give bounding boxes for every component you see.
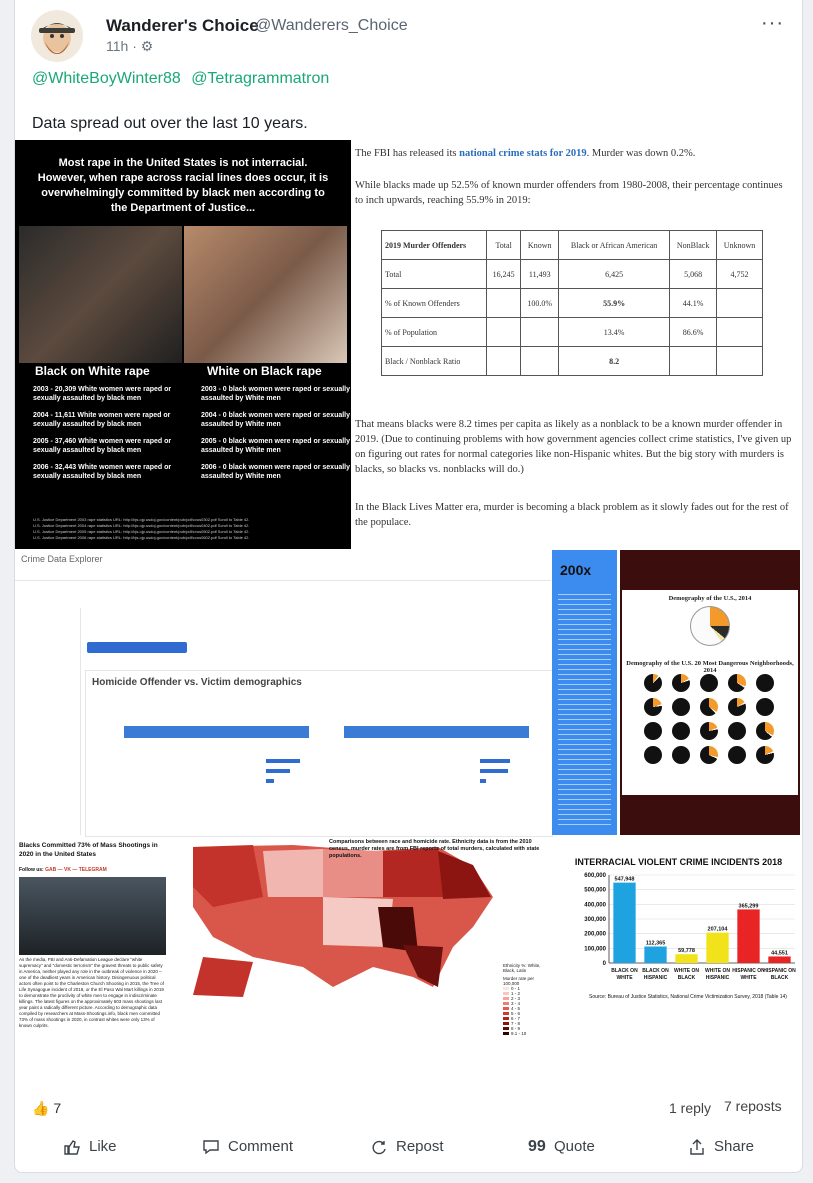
legend-swatch	[503, 987, 509, 990]
neighborhood-pie	[644, 674, 662, 692]
legend-swatch	[503, 1012, 509, 1015]
p1-left-title: Black on White rape	[35, 364, 150, 378]
chart-title: INTERRACIAL VIOLENT CRIME INCIDENTS 2018	[574, 857, 783, 867]
x-tick-label: BLACK	[770, 975, 789, 981]
repost-count[interactable]: 7 reposts	[724, 1098, 782, 1114]
legend-label: 2 - 3	[511, 996, 521, 1001]
p1-left-item: 2004 - 11,611 White women were raped or sexually assaulted by black men	[33, 412, 171, 428]
p1-photo-right	[184, 226, 347, 363]
table-cell	[717, 318, 763, 347]
table-cell: Black or African American	[559, 231, 670, 260]
table-cell: % of Population	[382, 318, 487, 347]
y-tick-label: 0	[602, 961, 606, 967]
p7-legend-items	[503, 986, 548, 1036]
post-header	[31, 6, 786, 60]
p2-stats-link: national crime stats for 2019	[459, 148, 587, 159]
table-cell: 6,425	[559, 260, 670, 289]
author-name[interactable]: Wanderer's Choice	[106, 16, 259, 35]
p2-offenders-table	[381, 230, 763, 376]
legend-label: 3 - 4	[511, 1001, 521, 1006]
p1-footer-line: U.S. Justice Department 2004 rape statistics URL: http://bjs.ojp.usdoj.gov/content/pub/pdf/cvus0402.pdf Scroll to Table 42.	[33, 523, 250, 528]
legend-label: 6 - 7	[511, 1016, 521, 1021]
like-count[interactable]	[32, 1100, 61, 1117]
data-label: 59,778	[678, 948, 695, 955]
p6-follow-label: Follow us:	[19, 867, 46, 873]
visibility-globe-icon: ⚙	[140, 38, 154, 54]
p1-photo-left	[19, 226, 182, 363]
data-label: 365,299	[738, 903, 759, 910]
demography-pies-image[interactable]	[620, 550, 800, 835]
p3-title: Crime Data Explorer	[21, 554, 103, 564]
table-row	[382, 260, 763, 289]
table-cell	[486, 347, 520, 376]
x-tick-label: WHITE	[740, 975, 757, 981]
table-row	[382, 289, 763, 318]
p6-follow-links: GAB — VK — TELEGRAM	[45, 867, 107, 873]
x-tick-label: HISPANIC	[643, 975, 668, 981]
legend-swatch	[503, 997, 509, 1000]
p3-bar	[480, 769, 508, 773]
post-meta	[106, 38, 153, 55]
legend-swatch	[503, 1002, 509, 1005]
neighborhood-pie	[672, 674, 690, 692]
data-label: 207,104	[707, 926, 728, 933]
p1-right-title: White on Black rape	[207, 364, 322, 378]
post-time[interactable]: 11h ·	[106, 38, 137, 54]
p2-paragraph-4: In the Black Lives Matter era, murder is becoming a black problem as it slowly fades out for the rest of the populace.	[355, 502, 789, 528]
rape-statistics-image[interactable]	[15, 140, 351, 549]
mention-link-1[interactable]: @WhiteBoyWinter88	[32, 70, 181, 87]
more-options-button[interactable]: ···	[761, 12, 784, 34]
y-tick-label: 600,000	[584, 873, 606, 879]
x-tick-label: WHITE	[616, 975, 633, 981]
table-cell: Unknown	[717, 231, 763, 260]
quote-button[interactable]	[528, 1138, 595, 1155]
thumbs-up-emoji-icon: 👍	[32, 1100, 50, 1116]
neighborhood-pie	[700, 722, 718, 740]
x-tick-label: BLACK	[677, 975, 696, 981]
p3-sidebar	[15, 608, 81, 835]
data-label: 44,551	[771, 950, 788, 957]
table-cell: Known	[521, 231, 559, 260]
bar	[737, 909, 759, 963]
x-tick-label: HISPANIC ON	[763, 968, 796, 974]
bar	[768, 956, 790, 963]
table-cell	[486, 318, 520, 347]
comment-label: Comment	[228, 1138, 294, 1155]
bar	[706, 933, 728, 963]
media-grid[interactable]	[15, 140, 802, 1036]
x-tick-label: HISPANIC ON	[732, 968, 765, 974]
p7-legend-title: Murder rate per 100,000	[503, 976, 535, 986]
p5-inner	[622, 590, 798, 795]
p2-paragraph-2: While blacks made up 52.5% of known murder offenders from 1980-2008, their percentage continues to inch upwards, reaching 55.9% in 2019:	[355, 180, 783, 206]
chart-svg	[555, 837, 802, 1004]
p2-paragraph-1	[355, 146, 792, 161]
p5-title-1: Demography of the U.S., 2014	[668, 595, 752, 602]
table-cell: 11,493	[521, 260, 559, 289]
neighborhood-pie	[672, 746, 690, 764]
p5-title-2: Demography of the U.S. 20 Most Dangerous Neighborhoods, 2014	[626, 660, 794, 674]
table-cell	[486, 289, 520, 318]
avatar-illustration	[31, 10, 83, 62]
p6-photo	[19, 877, 166, 955]
share-label: Share	[714, 1138, 755, 1155]
legend-label: 0 - 1	[511, 986, 521, 991]
mass-shootings-image[interactable]	[15, 837, 170, 1028]
legend-swatch	[503, 1007, 509, 1010]
p3-topbar	[15, 550, 551, 581]
p3-section	[85, 670, 553, 837]
mentions	[32, 70, 335, 88]
y-tick-label: 400,000	[584, 902, 606, 909]
neighborhood-pie	[700, 746, 718, 764]
neighborhood-pie	[700, 698, 718, 716]
p3-bar	[480, 759, 510, 763]
interracial-crime-chart-image[interactable]	[555, 837, 802, 1004]
p1-footer	[33, 517, 341, 541]
us-map	[173, 837, 503, 1004]
reply-count[interactable]: 1 reply	[669, 1100, 712, 1116]
table-cell: Total	[382, 260, 487, 289]
post-card	[14, 0, 803, 1173]
p1-left-list	[33, 385, 188, 489]
x-tick-label: WHITE ON	[705, 968, 730, 974]
x-tick-label: HISPANIC	[705, 975, 730, 981]
neighborhood-pie	[728, 722, 746, 740]
p5-us-pie	[690, 606, 730, 646]
p4-text-lines	[558, 590, 611, 829]
legend-swatch	[503, 1032, 509, 1035]
legend-label: 5 - 6	[511, 1011, 521, 1016]
y-tick-label: 200,000	[584, 931, 606, 938]
table-cell	[717, 347, 763, 376]
table-cell: 16,245	[486, 260, 520, 289]
p6-body: As the media, FBI and Anti-Defamation League declare "white supremacy" and "domestic terrorism" the gravest threats to public safety in America, neither played any role in the outbreak of violence in 2020 – one of the deadliest years in American history. Disingenuous political actors often point to the Charleston Church Shooting in 2015, the Tree of Life Synagogue incident of 2018, or the El Paso Wal Mart killings in 2019 to demonstrate the proclivity of white men to engage in indiscriminate killings. The latest figures on the approximately 603 mass shootings last year paint a radically different picture. According to demographic data compiled by researchers at Mass-Shootings.info, black men committed 73% of mass shootings in 2020, in contrast whites were only 13% of known culprits.	[19, 957, 164, 1028]
p3-bar	[266, 779, 274, 783]
p3-bar	[266, 769, 290, 773]
chart-source: Source: Bureau of Justice Statistics, National Crime Victimization Survey, 2018 (Table 14)	[589, 994, 787, 1000]
comment-button[interactable]	[202, 1138, 293, 1155]
table-cell: 2019 Murder Offenders	[382, 231, 487, 260]
x-tick-label: BLACK ON	[642, 968, 669, 974]
p1-headline: Most rape in the United States is not interracial. However, when rape across racial lines does occur, it is overwhelmingly committed by black men according to the Department of Justice...	[37, 157, 329, 214]
p1-right-item: 2006 - 0 black women were raped or sexually assaulted by White men	[201, 464, 351, 480]
neighborhood-pie	[756, 722, 774, 740]
table-cell: 13.4%	[559, 318, 670, 347]
p1-right-list	[201, 385, 356, 489]
neighborhood-pie	[644, 722, 662, 740]
y-tick-label: 500,000	[584, 887, 606, 894]
y-tick-label: 100,000	[584, 946, 606, 953]
legend-label: 7 - 8	[511, 1021, 521, 1026]
quote-icon: 99	[528, 1137, 546, 1155]
table-cell	[717, 289, 763, 318]
neighborhood-pie	[672, 722, 690, 740]
legend-swatch	[503, 1017, 509, 1020]
table-cell: 4,752	[717, 260, 763, 289]
repost-icon	[370, 1139, 388, 1155]
avatar[interactable]	[31, 10, 83, 62]
p6-headline: Blacks Committed 73% of Mass Shootings in 2020 in the United States	[19, 842, 158, 858]
legend-swatch	[503, 992, 509, 995]
table-cell	[521, 347, 559, 376]
table-row	[382, 318, 763, 347]
neighborhood-pie	[756, 698, 774, 716]
x-tick-label: WHITE ON	[674, 968, 699, 974]
table-cell: 44.1%	[670, 289, 717, 318]
table-row	[382, 231, 763, 260]
p3-bar	[266, 759, 300, 763]
like-button[interactable]	[63, 1138, 117, 1155]
p1-footer-line: U.S. Justice Department 2006 rape statistics URL: http://bjs.ojp.usdoj.gov/content/pub/pdf/cvus0602.pdf Scroll to Table 42.	[33, 535, 250, 540]
legend-label: 8 - 9	[511, 1026, 521, 1031]
p1-footer-line: U.S. Justice Department 2005 rape statistics URL: http://bjs.ojp.usdoj.gov/content/pub/pdf/cvus0502.pdf Scroll to Table 42.	[33, 529, 250, 534]
p6-follow	[19, 867, 107, 873]
table-cell: 86.6%	[670, 318, 717, 347]
table-cell	[521, 318, 559, 347]
p1-right-item: 2004 - 0 black women were raped or sexually assaulted by White men	[201, 412, 351, 428]
thumbs-up-icon	[63, 1139, 81, 1155]
like-label: Like	[89, 1138, 117, 1155]
table-cell: NonBlack	[670, 231, 717, 260]
table-cell	[670, 347, 717, 376]
neighborhood-pie	[756, 674, 774, 692]
table-cell: % of Known Offenders	[382, 289, 487, 318]
like-count-value: 7	[53, 1100, 62, 1116]
legend-swatch	[503, 1022, 509, 1025]
neighborhood-pie	[756, 746, 774, 764]
legend-label: 9.1 - 10	[511, 1031, 527, 1036]
bar	[644, 947, 666, 963]
data-label: 547,948	[614, 876, 635, 883]
neighborhood-pie	[700, 674, 718, 692]
post-text: Data spread out over the last 10 years.	[32, 115, 308, 132]
p2-paragraph-3: That means blacks were 8.2 times per capita as likely as a nonblack to be a known murder offender in 2019. (Due to continuing problems with how government agencies collect crime statistics, I've given up on figuring out rates for normal categories like non-Hispanic whites. But the big story with murders is blacks, so blacks vs. nonblacks will do.)	[355, 419, 792, 475]
p1-left-item: 2003 - 20,309 White women were raped or sexually assaulted by black men	[33, 386, 172, 402]
y-tick-label: 300,000	[584, 917, 606, 923]
p7-caption: Comparisons between race and homicide rate. Ethnicity data is from the 2010 census, murder rates are from FBI reports of total murders, calculated with state populations.	[329, 839, 540, 859]
table-cell: 8.2	[559, 347, 670, 376]
action-bar	[15, 1130, 802, 1164]
neighborhood-pie	[644, 698, 662, 716]
table-cell: Black / Nonblack Ratio	[382, 347, 487, 376]
table-row	[382, 347, 763, 376]
p1-right-item: 2005 - 0 black women were raped or sexually assaulted by White men	[201, 438, 351, 454]
p3-section-title: Homicide Offender vs. Victim demographics	[92, 677, 302, 688]
legend-swatch	[503, 1027, 509, 1030]
neighborhood-pie	[728, 746, 746, 764]
fbi-murder-stats-image[interactable]	[351, 140, 802, 549]
p2-text: . Murder was down 0.2%.	[586, 148, 696, 159]
legend-item	[503, 1031, 548, 1036]
comment-icon	[202, 1139, 220, 1155]
bar	[613, 883, 635, 963]
p3-blue-button	[87, 642, 187, 653]
p4-big-text: 200x	[560, 562, 592, 578]
p1-left-item: 2006 - 32,443 White women were raped or sexually assaulted by black men	[33, 464, 172, 480]
repost-button[interactable]	[370, 1138, 444, 1155]
neighborhood-pie	[672, 698, 690, 716]
data-label: 112,365	[645, 940, 666, 947]
legend-label: 1 - 2	[511, 991, 521, 996]
p7-ethnicity-label: Ethnicity %: White, Black, Latin	[503, 963, 541, 973]
bar	[675, 954, 697, 963]
p1-left-item: 2005 - 37,460 White women were raped or sexually assaulted by black men	[33, 438, 172, 454]
share-icon	[688, 1139, 706, 1155]
p7-legend	[503, 963, 548, 1036]
p2-text: The FBI has released its	[355, 148, 460, 159]
table-cell: 5,068	[670, 260, 717, 289]
legend-label: 4 - 5	[511, 1006, 521, 1011]
quote-label: Quote	[554, 1138, 595, 1155]
p3-offender-header	[124, 726, 309, 738]
p3-victim-header	[344, 726, 529, 738]
table-cell: 55.9%	[559, 289, 670, 318]
p3-bar	[480, 779, 486, 783]
neighborhood-pie	[728, 698, 746, 716]
repost-label: Repost	[396, 1138, 444, 1155]
share-button[interactable]	[688, 1138, 754, 1155]
table-cell: 100.0%	[521, 289, 559, 318]
table-cell: Total	[486, 231, 520, 260]
p1-right-item: 2003 - 0 black women were raped or sexually assaulted by White men	[201, 386, 351, 402]
x-tick-label: BLACK ON	[611, 968, 638, 974]
200x-infographic-image[interactable]	[552, 550, 617, 835]
author-handle[interactable]: @Wanderers_Choice	[255, 17, 408, 34]
neighborhood-pie	[728, 674, 746, 692]
p1-footer-line: U.S. Justice Department 2003 rape statistics URL: http://bjs.ojp.usdoj.gov/content/pub/pdf/cvus0302.pdf Scroll to Table 42.	[33, 517, 250, 522]
neighborhood-pie	[644, 746, 662, 764]
crime-data-explorer-image[interactable]	[15, 550, 551, 835]
homicide-rate-map-image[interactable]	[173, 837, 548, 1036]
mention-link-2[interactable]: @Tetragrammatron	[191, 70, 330, 87]
